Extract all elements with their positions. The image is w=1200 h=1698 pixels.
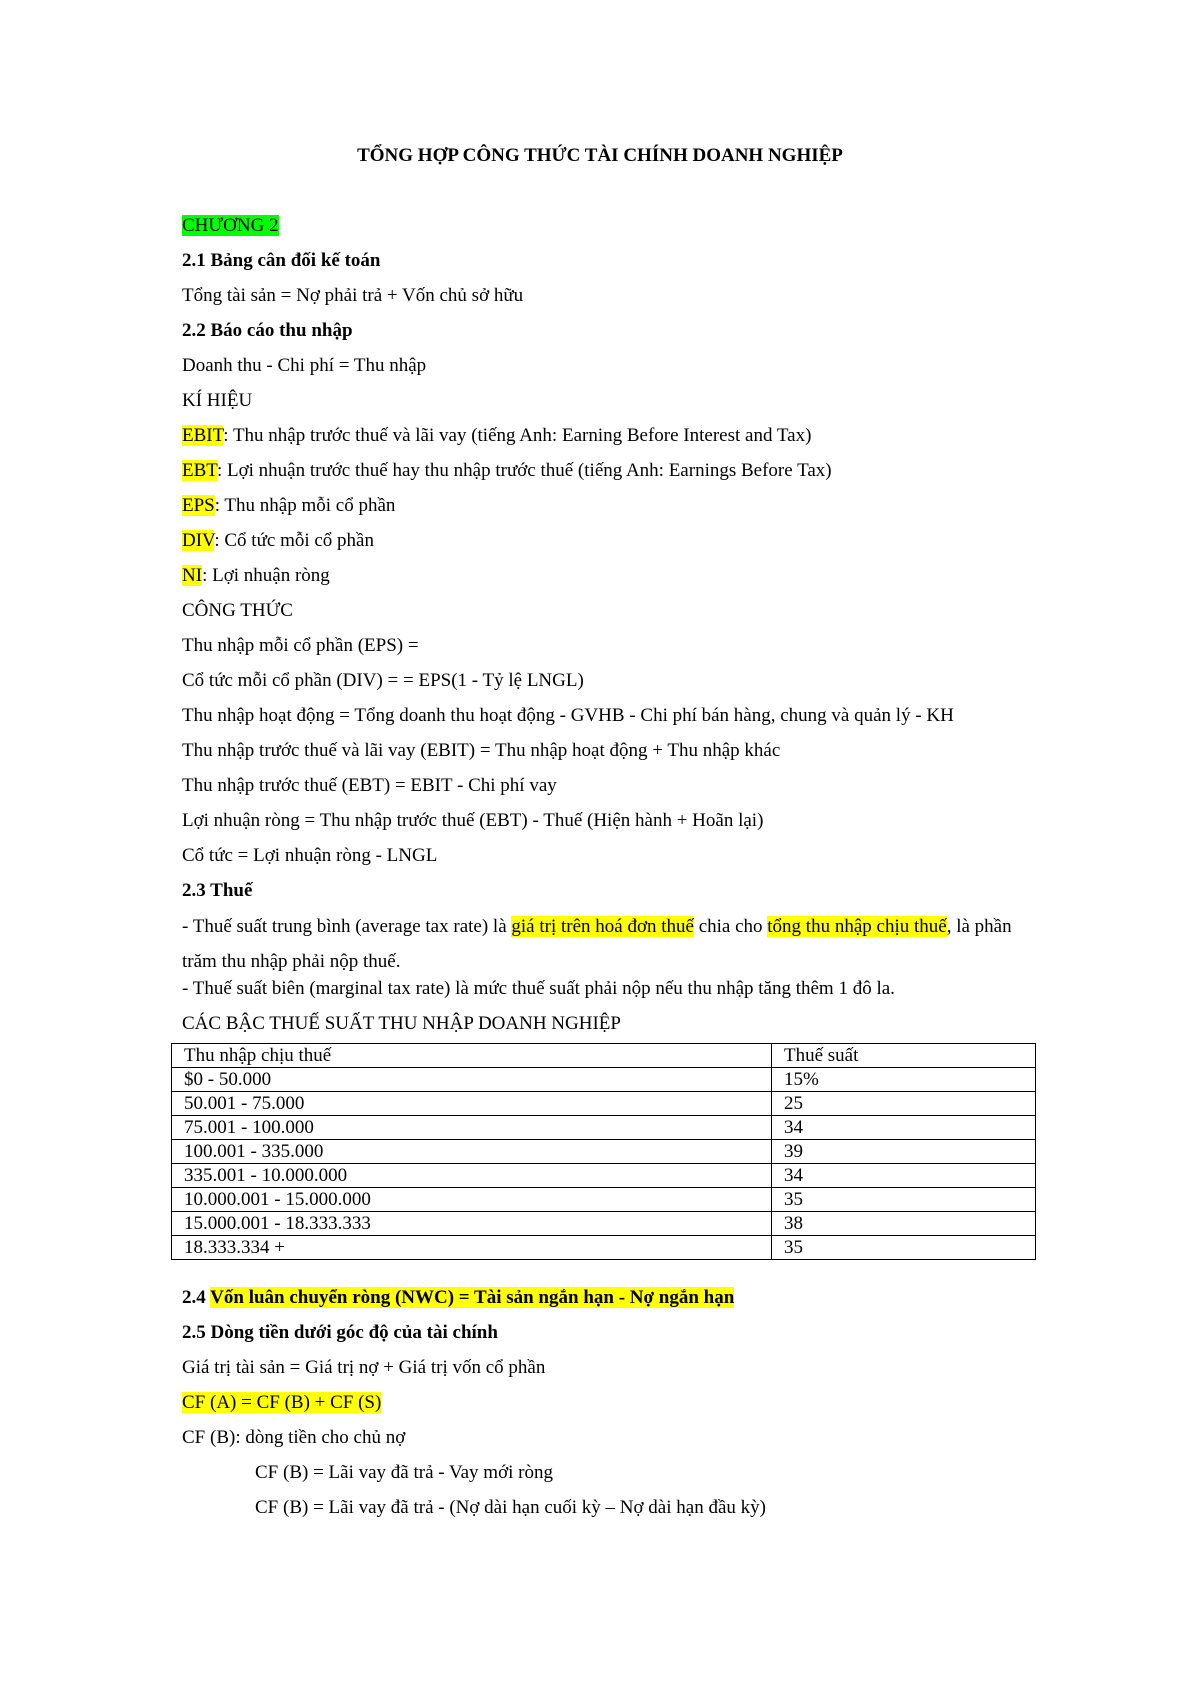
symbol-abbr: NI — [182, 565, 203, 586]
symbol-abbr: DIV — [182, 530, 215, 551]
table-cell: 50.001 - 75.000 — [172, 1092, 772, 1116]
table-header-row — [172, 1044, 1036, 1068]
table-cell: 18.333.334 + — [172, 1236, 772, 1260]
section-2-2-heading: 2.2 Báo cáo thu nhập — [182, 320, 353, 341]
table-row — [172, 1116, 1036, 1140]
avg-highlight-1: giá trị trên hoá đơn thuế — [511, 916, 694, 937]
avg-text-3: , là phần trăm thu nhập phải nộp thuế. — [182, 916, 1012, 972]
symbol-eps — [182, 494, 1042, 529]
table-row — [172, 1092, 1036, 1116]
cfb-formula-2: CF (B) = Lãi vay đã trả - (Nợ dài hạn cuối kỳ – Nợ dài hạn đầu kỳ) — [255, 1497, 766, 1518]
cash-flow-identity: CF (A) = CF (B) + CF (S) — [182, 1392, 382, 1413]
table-cell: 335.001 - 10.000.000 — [172, 1164, 772, 1188]
table-cell: 10.000.001 - 15.000.000 — [172, 1188, 772, 1212]
table-cell: 34 — [772, 1164, 1036, 1188]
asset-value-formula: Giá trị tài sản = Giá trị nợ + Giá trị vốn cổ phần — [182, 1357, 546, 1378]
section-2-5-heading: 2.5 Dòng tiền dưới góc độ của tài chính — [182, 1322, 498, 1343]
table-cell: 35 — [772, 1236, 1036, 1260]
document-title: TỔNG HỢP CÔNG THỨC TÀI CHÍNH DOANH NGHIỆP — [357, 145, 843, 166]
nwc-formula: Vốn luân chuyển ròng (NWC) = Tài sản ngắn hạn - Nợ ngắn hạn — [210, 1287, 735, 1308]
formula-line: Cổ tức mỗi cổ phần (DIV) = = EPS(1 - Tỷ lệ LNGL) — [182, 670, 584, 691]
table-cell: 15.000.001 - 18.333.333 — [172, 1212, 772, 1236]
avg-text-1: - Thuế suất trung bình (average tax rate) là — [182, 916, 512, 937]
section-2-3-heading: 2.3 Thuế — [182, 880, 253, 901]
formula-line: Thu nhập trước thuế (EBT) = EBIT - Chi phí vay — [182, 775, 557, 796]
table-cell: $0 - 50.000 — [172, 1068, 772, 1092]
table-row — [172, 1236, 1036, 1260]
table-cell: 25 — [772, 1092, 1036, 1116]
formula-line: Thu nhập mỗi cổ phần (EPS) = — [182, 635, 419, 656]
symbol-ebt — [182, 459, 1042, 494]
symbol-desc: : Thu nhập trước thuế và lãi vay (tiếng Anh: Earning Before Interest and Tax) — [223, 425, 812, 446]
tax-table-title: CÁC BẬC THUẾ SUẤT THU NHẬP DOANH NGHIỆP — [182, 1013, 621, 1034]
symbol-div — [182, 529, 1042, 564]
symbol-ni — [182, 564, 1042, 599]
avg-text-2: chia cho — [693, 916, 768, 937]
section-2-4-number: 2.4 — [182, 1287, 211, 1308]
table-row — [172, 1164, 1036, 1188]
table-header: Thuế suất — [772, 1044, 1036, 1068]
table-row — [172, 1188, 1036, 1212]
table-header: Thu nhập chịu thuế — [172, 1044, 772, 1068]
avg-highlight-2: tổng thu nhập chịu thuế — [767, 916, 947, 937]
balance-sheet-formula: Tổng tài sản = Nợ phải trả + Vốn chủ sở hữu — [182, 285, 524, 306]
average-tax-rate-paragraph — [182, 909, 1042, 979]
symbol-desc: : Cổ tức mỗi cổ phần — [214, 530, 374, 551]
formula-title: CÔNG THỨC — [182, 600, 293, 621]
tax-brackets-table — [171, 1043, 1036, 1260]
income-formula: Doanh thu - Chi phí = Thu nhập — [182, 355, 427, 376]
formula-line: Cổ tức = Lợi nhuận ròng - LNGL — [182, 845, 438, 866]
formula-line: Thu nhập trước thuế và lãi vay (EBIT) = Thu nhập hoạt động + Thu nhập khác — [182, 740, 781, 761]
formula-line: Thu nhập hoạt động = Tổng doanh thu hoạt động - GVHB - Chi phí bán hàng, chung và quản lý - KH — [182, 705, 954, 726]
symbol-abbr: EBIT — [182, 425, 224, 446]
table-cell: 15% — [772, 1068, 1036, 1092]
table-cell: 39 — [772, 1140, 1036, 1164]
section-2-4-heading — [182, 1286, 1042, 1321]
formula-line: Lợi nhuận ròng = Thu nhập trước thuế (EBT) - Thuế (Hiện hành + Hoãn lại) — [182, 810, 764, 831]
table-cell: 100.001 - 335.000 — [172, 1140, 772, 1164]
cfb-definition: CF (B): dòng tiền cho chủ nợ — [182, 1427, 406, 1448]
table-cell: 34 — [772, 1116, 1036, 1140]
symbol-desc: : Lợi nhuận ròng — [202, 565, 330, 586]
symbol-desc: : Lợi nhuận trước thuế hay thu nhập trước thuế (tiếng Anh: Earnings Before Tax) — [216, 460, 832, 481]
marginal-tax-rate: - Thuế suất biên (marginal tax rate) là mức thuế suất phải nộp nếu thu nhập tăng thêm 1 đô la. — [182, 978, 895, 999]
table-row — [172, 1068, 1036, 1092]
chapter-label: CHƯƠNG 2 — [182, 215, 279, 236]
table-cell: 35 — [772, 1188, 1036, 1212]
symbol-desc: : Thu nhập mỗi cổ phần — [214, 495, 396, 516]
symbol-ebit — [182, 424, 1042, 459]
table-row — [172, 1140, 1036, 1164]
table-row — [172, 1212, 1036, 1236]
symbols-title: KÍ HIỆU — [182, 390, 253, 411]
table-cell: 75.001 - 100.000 — [172, 1116, 772, 1140]
symbol-abbr: EPS — [182, 495, 215, 516]
symbol-abbr: EBT — [182, 460, 217, 481]
document-body — [182, 214, 1042, 1531]
section-2-1-heading: 2.1 Bảng cân đối kế toán — [182, 250, 381, 271]
cfb-formula-1: CF (B) = Lãi vay đã trả - Vay mới ròng — [255, 1462, 553, 1483]
table-cell: 38 — [772, 1212, 1036, 1236]
